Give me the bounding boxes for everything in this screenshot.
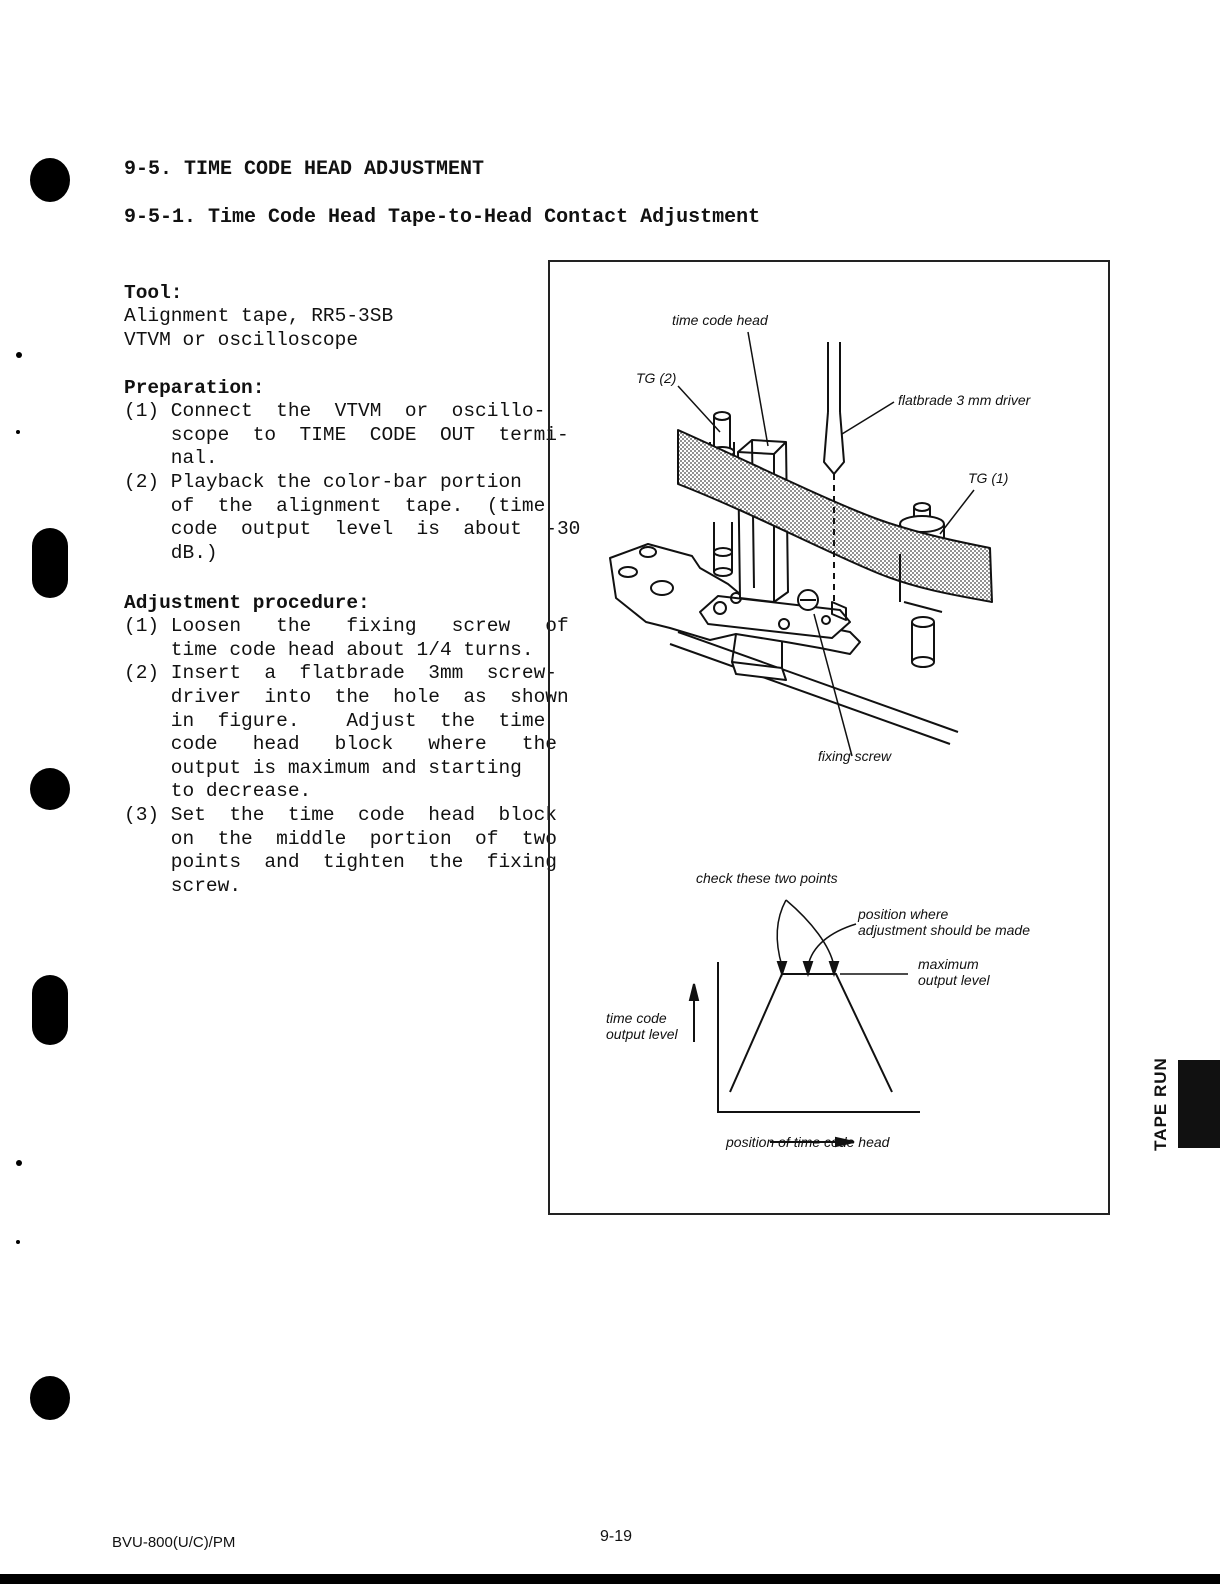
- procedure-line: output is maximum and starting: [124, 756, 522, 779]
- procedure-line: (3) Set the time code head block: [124, 803, 557, 826]
- preparation-line: (1) Connect the VTVM or oscillo-: [124, 400, 546, 423]
- procedure-section: [124, 568, 569, 922]
- procedure-line: to decrease.: [124, 780, 312, 803]
- preparation-heading: Preparation:: [124, 376, 265, 399]
- footer-model: BVU-800(U/C)/PM: [112, 1534, 236, 1551]
- label-tg2: TG (2): [636, 370, 677, 386]
- label-driver: flatbrade 3 mm driver: [898, 392, 1031, 408]
- tool-heading: Tool:: [124, 281, 183, 304]
- bottom-edge-bar: [0, 1574, 1220, 1584]
- preparation-line: nal.: [124, 447, 218, 470]
- tool-item: Alignment tape, RR5-3SB: [124, 305, 394, 328]
- label-x-axis: position of time code head: [726, 1134, 890, 1150]
- procedure-line: time code head about 1/4 turns.: [124, 638, 534, 661]
- label-time-code-head: time code head: [672, 312, 768, 328]
- label-check-points: check these two points: [696, 870, 838, 886]
- label-y-axis-line1: time code: [606, 1010, 667, 1026]
- side-tab-text: TAPE RUN: [1151, 1057, 1171, 1151]
- procedure-heading: Adjustment procedure:: [124, 591, 370, 614]
- label-maximum: maximum: [918, 956, 979, 972]
- label-y-axis-line2: output level: [606, 1026, 678, 1042]
- figure-box: [548, 260, 1110, 1215]
- preparation-section: [124, 353, 580, 589]
- speck: [16, 1240, 20, 1244]
- speck: [16, 1160, 22, 1166]
- binder-hole: [32, 528, 68, 598]
- procedure-line: code head block where the: [124, 733, 557, 756]
- binder-hole: [30, 1376, 70, 1420]
- speck: [16, 352, 22, 358]
- procedure-line: on the middle portion of two: [124, 827, 557, 850]
- label-tg1: TG (1): [968, 470, 1009, 486]
- preparation-line: (2) Playback the color-bar portion: [124, 470, 522, 493]
- preparation-line: scope to TIME CODE OUT termi-: [124, 423, 569, 446]
- label-output-level: output level: [918, 972, 990, 988]
- side-tab-marker: [1178, 1060, 1220, 1148]
- procedure-line: in figure. Adjust the time: [124, 709, 546, 732]
- label-position-where: position where: [858, 906, 949, 922]
- procedure-line: screw.: [124, 874, 242, 897]
- preparation-line: code output level is about -30: [124, 518, 581, 541]
- procedure-line: driver into the hole as shown: [124, 685, 569, 708]
- preparation-line: of the alignment tape. (time: [124, 494, 546, 517]
- tool-item: VTVM or oscilloscope: [124, 328, 359, 351]
- procedure-line: points and tighten the fixing: [124, 851, 557, 874]
- footer-page-number: 9-19: [600, 1528, 633, 1545]
- binder-hole: [30, 158, 70, 202]
- section-title: 9-5. TIME CODE HEAD ADJUSTMENT: [124, 158, 485, 181]
- binder-hole: [32, 975, 68, 1045]
- label-adjustment-made: adjustment should be made: [858, 922, 1030, 938]
- side-tab-label: [1148, 1057, 1174, 1151]
- binder-hole: [30, 768, 70, 810]
- section-subtitle: 9-5-1. Time Code Head Tape-to-Head Contact Adjustment: [124, 206, 761, 229]
- procedure-line: (2) Insert a flatbrade 3mm screw-: [124, 662, 557, 685]
- procedure-line: (1) Loosen the fixing screw of: [124, 615, 569, 638]
- label-fixing-screw: fixing screw: [818, 748, 892, 764]
- preparation-line: dB.): [124, 541, 218, 564]
- speck: [16, 430, 20, 434]
